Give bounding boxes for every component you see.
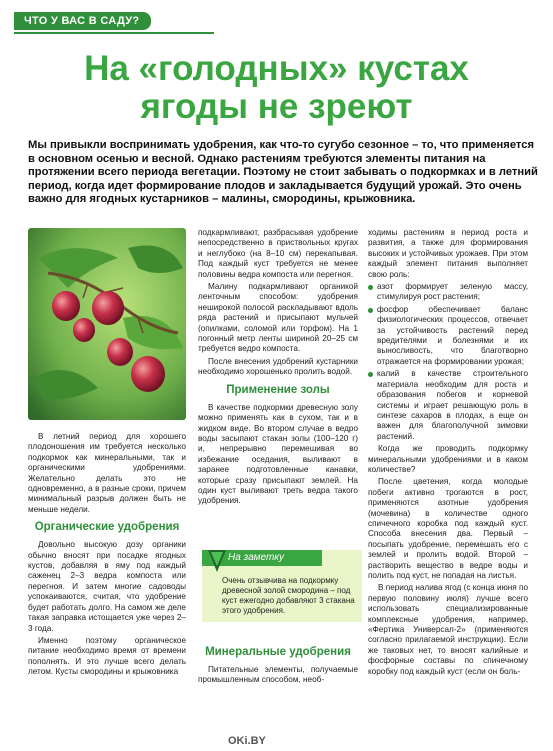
- col2-paragraph-2: Малину подкармливают органикой ленточным способом: удобрения неширокой полосой раскладывают вдоль ряда растений и присыпают мульчей (опилками, соломой или торфом). На 1 погонный метр ленты шириной 20–25 см требуется ведро компоста.: [198, 282, 358, 354]
- column-2: [198, 228, 358, 509]
- title-line-1: На «голодных» кустах: [84, 49, 469, 88]
- col3-paragraph-2: Когда же проводить подкормку минеральными удобрениями и в каком количестве?: [368, 444, 528, 474]
- article-lead: Мы привыкли воспринимать удобрения, как что-то сугубо сезонное – то, что применяется в основном осенью и весной. Однако растениям требуются элементы питания на протяжении всего периода вегетации. Поэтому не стоит забывать о подкормках и в летний период, когда идет формирование плодов и закладывается будущий урожай. Это очень важно для ягодных кустарников – малины, смородины, крыжовника.: [28, 139, 538, 206]
- col3-paragraph-4: В период налива ягод (с конца июня по первую половину июля) лучше всего использовать специализированные комплексные удобрения, например, «Фертика Универсал-2» (применяются согласно прилагаемой инструкции). Если же таковых нет, то вносят калийные и фосфорные составы по спичечному коробку под каждый куст (если он боль-: [368, 583, 528, 676]
- bullet-phosphorus: фосфор обеспечивает баланс физиологических процессов, отвечает за устойчивость растений перед вредителями и болезнями и их выносливость, что благотворно отражается на формировании урожая;: [368, 305, 528, 367]
- bullet-nitrogen: азот формирует зеленую массу, стимулируя рост растения;: [368, 282, 528, 303]
- col2-paragraph-4: В качестве подкормки древесную золу можно применять как в сухом, так и в жидком виде. Во втором случае в ведро воды засыпают стакан золы (100–120 г) и, непрерывно перемешивая во избежание оседания, выливают в заранее подготовленные канавки, которые сразу присыпают землей. На один куст выливают треть ведра такого удобрения.: [198, 402, 358, 506]
- column-2-bottom: [198, 640, 358, 688]
- col2-paragraph-1: подкармливают, разбрасывая удобрение непосредственно в приствольных кругах и неглубоко (на 8–10 см) перекапывая. Под каждый куст требуется не менее половины ведра компоста или перегноя.: [198, 228, 358, 279]
- column-3: [368, 228, 528, 679]
- gooseberry-photo: [28, 228, 186, 420]
- section-tag: ЧТО У ВАС В САДУ?: [14, 12, 151, 30]
- article-title: [0, 50, 553, 126]
- watermark: OKi.BY: [228, 735, 266, 747]
- col1-paragraph-1: В летний период для хорошего плодоношения им требуется несколько подкормок как минеральными, так и органическими удобрениями. Желательно делать это не одновременно, а в разные сроки, причем минимальный разрыв должен быть не меньше недели.: [28, 432, 186, 514]
- subhead-organic: Органические удобрения: [34, 521, 180, 534]
- col3-paragraph-3: После цветения, когда молодые побеги активно трогаются в рост, применяются азотные удобрения (мочевина) в количестве одного спичечного коробка под каждый куст. Способа внесения два. Первый – посыпать удобрение, перемешать его с землей и пролить водой. Второй – растворить вещество в ведре воды и полить под куст, не попадая на листья.: [368, 477, 528, 580]
- col2-paragraph-3: После внесения удобрений кустарники необходимо хорошенько пролить водой.: [198, 356, 358, 377]
- note-text: Очень отзывчива на подкормку древесной золой смородина – под куст ежегодно добавляют 3 стакана этого удобрения.: [222, 576, 355, 615]
- note-box: [202, 550, 362, 622]
- col2-paragraph-5: Питательные элементы, получаемые промышленным способом, необ-: [198, 665, 358, 685]
- subhead-ash: Применение золы: [226, 383, 330, 396]
- subhead-mineral: Минеральные удобрения: [205, 646, 351, 658]
- note-header: На заметку: [202, 550, 322, 566]
- col1-paragraph-2: Довольно высокую дозу органики обычно вносят при посадке ягодных кустов, добавляя в яму под каждый саженец 2–3 ведра компоста или перегноя. И затем многие садоводы успокаиваются, считая, что удобрение будет работать долго. На самом же деле такая заправка истощается уже через 2–3 года.: [28, 540, 186, 633]
- note-arrow-icon: [206, 550, 228, 576]
- col3-paragraph-1: ходимы растениям в период роста и развития, а также для формирования высоких и устойчивых урожаев. При этом каждый элемент питания выполняет свою роль:: [368, 228, 528, 279]
- bullet-potassium: калий в качестве строительного материала необходим для роста и образования побегов и корневой системы и играет решающую роль в синтезе сахаров в плодах, а еще он важен для благополучной зимовки растений.: [368, 369, 528, 442]
- section-divider: [14, 32, 214, 34]
- column-1: [28, 432, 186, 680]
- col1-paragraph-3: Именно поэтому органическое питание необходимо время от времени пополнять. И это лучше всего делать летом. Кусты смородины и крыжовника: [28, 635, 186, 677]
- title-line-2: ягоды не зреют: [140, 87, 413, 126]
